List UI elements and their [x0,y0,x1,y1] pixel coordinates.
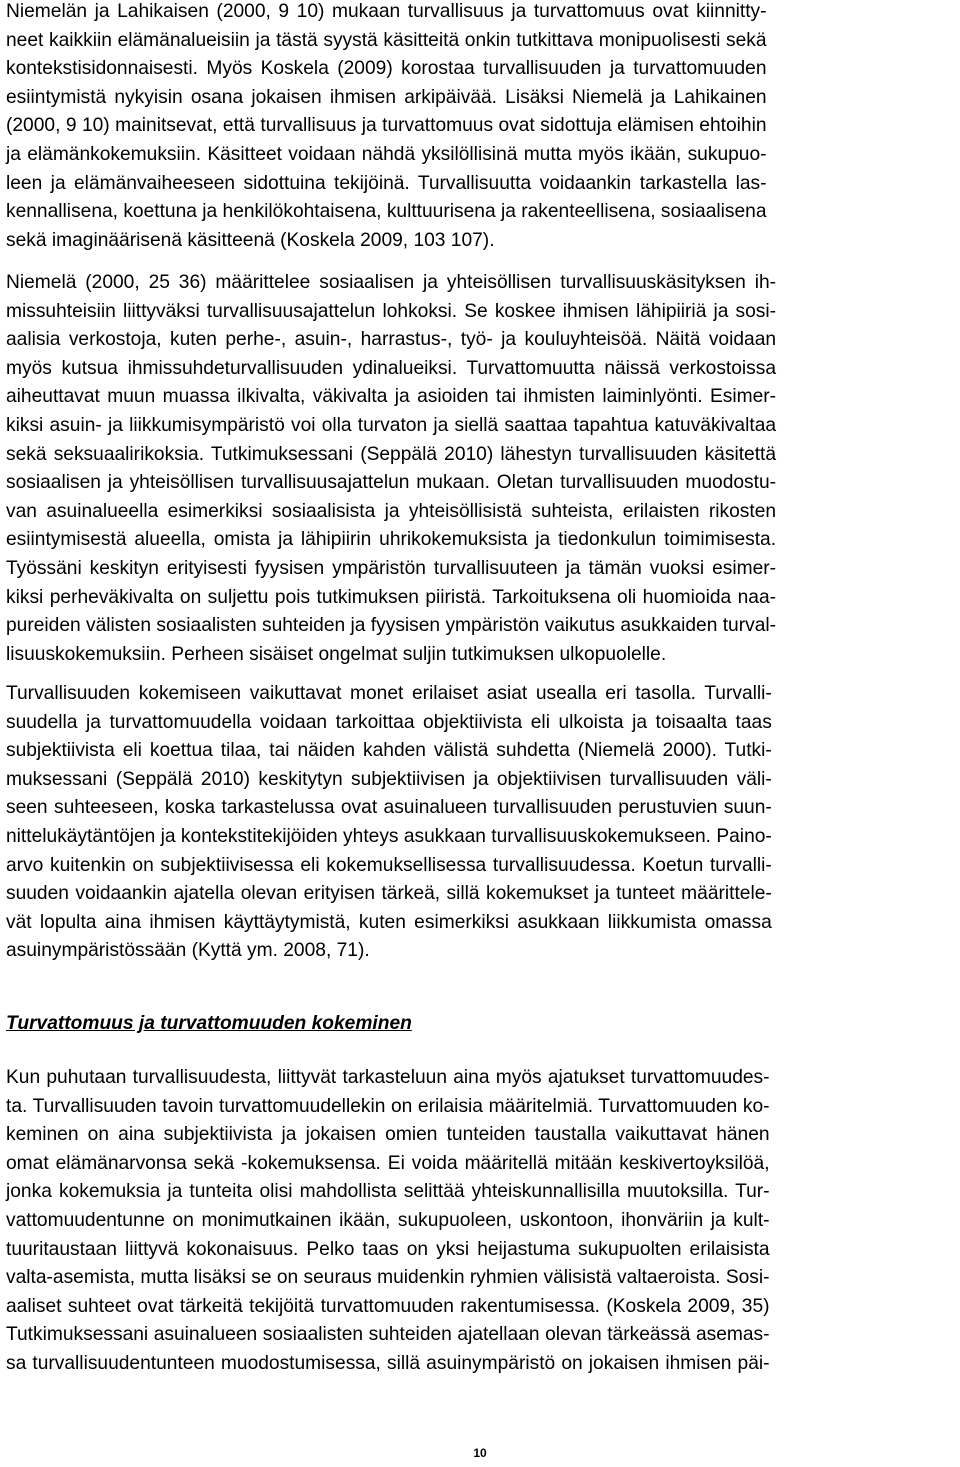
text-line: arvo kuitenkin on subjektiivisessa eli kokemuksellisessa turvallisuudessa. Koetun turvalli- [6,854,772,876]
text-line: Niemelä (2000, 25 36) määrittelee sosiaalisen ja yhteisöllisen turvallisuuskäsityksen ih- [6,272,777,293]
text-line: missuhteisiin liittyväksi turvallisuusajattelun lohkoksi. Se koskee ihmisen lähipiiriä ja sosi- [6,300,777,322]
page-number: 10 [473,1446,487,1460]
section-heading: Turvattomuus ja turvattomuuden kokeminen [6,1013,412,1034]
text-line: kontekstisidonnaisesti. Myös Koskela (2009) korostaa turvallisuuden ja turvattomuuden [6,58,767,80]
text-line: leen ja elämänvaiheeseen sidottuina tekijöinä. Turvallisuutta voidaankin tarkastella las- [6,172,767,194]
text-line: aalisia verkostoja, kuten perhe-, asuin-, harrastus-, työ- ja kouluyhteisöä. Näitä voidaan [6,329,777,351]
text-line: vattomuudentunne on monimutkainen ikään, sukupuoleen, uskontoon, ihonväriin ja kult- [6,1209,770,1231]
paragraph-3 [6,680,772,966]
text-line: pureiden välisten sosiaalisten suhteiden ja fyysisen ympäristön vaikutus asukkaiden turval- [6,615,777,637]
text-line: ta. Turvallisuuden tavoin turvattomuudellekin on erilaisia määritelmiä. Turvattomuuden ko- [6,1095,770,1117]
text-line: esiintymistä nykyisin osana jokaisen ihmisen arkipäivää. Lisäksi Niemelä ja Lahikainen [6,86,767,108]
text-line: aaliset suhteet ovat tärkeitä tekijöitä turvattomuuden rakentumisessa. (Koskela 2009, 35) [6,1295,770,1317]
text-line: Kun puhutaan turvallisuudesta, liittyvät tarkasteluun aina myös ajatukset turvattomuudes- [6,1067,770,1088]
text-line: vät lopulta aina ihmisen käyttäytymistä, kuten esimerkiksi asukkaan liikkumista omassa [6,911,772,933]
paragraph-2 [6,269,776,669]
text-line: Turvallisuuden kokemiseen vaikuttavat monet erilaiset asiat usealla eri tasolla. Turvalli- [6,683,772,704]
text-line: subjektiivista eli koettua tilaa, tai näiden kahden välistä suhdetta (Niemelä 2000). Tutki- [6,740,772,762]
text-line: Tutkimuksessani asuinalueen sosiaalisten suhteiden ajatellaan olevan tärkeässä asemas- [6,1324,770,1346]
text-line: sa turvallisuudentunteen muodostumisessa, sillä asuinympäristö on jokaisen ihmisen päi- [6,1352,770,1374]
text-line: muksessani (Seppälä 2010) keskitytyn subjektiivisen ja objektiivisen turvallisuuden väli- [6,768,772,790]
text-line: van asuinalueella esimerkiksi sosiaalisista ja yhteisöllisistä suhteista, erilaisten rikosten [6,500,777,522]
text-line: sekä seksuaalirikoksia. Tutkimuksessani (Seppälä 2010) lähestyn turvallisuuden käsitettä [6,443,777,465]
text-line: ja elämänkokemuksiin. Käsitteet voidaan nähdä yksilöllisinä mutta myös ikään, sukupuo- [6,143,767,165]
text-line: jonka kokemuksia ja tunteita olisi mahdollista selittää yhteiskunnallisilla muutoksilla. Tur- [6,1181,770,1203]
text-line: sosiaalisen ja yhteisöllisen turvallisuusajattelun mukaan. Oletan turvallisuuden muodostu- [6,472,777,494]
text-line: tuuritaustaan liittyvä kokonaisuus. Pelko taas on yksi heijastuma sukupuolten erilaisista [6,1238,770,1260]
paragraph-1 [6,0,767,255]
text-line: keminen on aina subjektiivista ja jokaisen omien tunteiden taustalla vaikuttavat hänen [6,1124,770,1146]
text-line: esiintymisestä alueella, omista ja lähipiirin uhrikokemuksista ja tiedonkulun toimimisesta. [6,529,777,551]
text-line: sekä imaginäärisenä käsitteenä (Koskela 2009, 103 107). [6,229,495,251]
text-line: asuinympäristössään (Kyttä ym. 2008, 71). [6,940,370,962]
text-line: myös kutsua ihmissuhdeturvallisuuden ydinalueiksi. Turvattomuutta näissä verkostoissa [6,357,777,379]
text-line: kiksi asuin- ja liikkumisympäristö voi olla turvaton ja siellä saattaa tapahtua katuväkivaltaa [6,414,777,436]
text-line: aiheuttavat muun muassa ilkivalta, väkivalta ja asioiden tai ihmisten laiminlyönti. Esimer- [6,386,777,408]
text-line: omat elämänarvonsa sekä -kokemuksensa. Ei voida määritellä mitään keskivertoyksilöä, [6,1152,770,1174]
text-line: valta-asemista, mutta lisäksi se on seuraus muidenkin ryhmien välisistä valtaeroista. Sosi- [6,1267,770,1289]
text-line: lisuuskokemuksiin. Perheen sisäiset ongelmat suljin tutkimuksen ulkopuolelle. [6,643,667,665]
text-line: kiksi perheväkivalta on suljettu pois tutkimuksen piiristä. Tarkoituksena oli huomioida naa- [6,586,777,608]
text-line: Työssäni keskityn erityisesti fyysisen ympäristön turvallisuuteen ja tämän vuoksi esimer- [6,557,777,579]
text-line: (2000, 9 10) mainitsevat, että turvallisuus ja turvattomuus ovat sidottuja elämisen ehtoihin [6,115,767,137]
text-line: suudella ja turvattomuudella voidaan tarkoittaa objektiivista eli ulkoista ja toisaalta taas [6,711,772,733]
text-line: seen suhteeseen, koska tarkastelussa ovat asuinalueen turvallisuuden perustuvien suun- [6,797,772,819]
text-line: neet kaikkiin elämänalueisiin ja tästä syystä käsitteitä onkin tutkittava monipuolisesti sekä [6,29,767,51]
text-line: suuden voidaankin ajatella olevan erityisen tärkeä, sillä kokemukset ja tunteet määrittele- [6,883,772,905]
text-line: kennallisena, koettuna ja henkilökohtaisena, kulttuurisena ja rakenteellisena, sosiaalisena [6,201,767,223]
text-line: nittelukäytäntöjen ja kontekstitekijöiden yhteys asukkaan turvallisuuskokemukseen. Paino- [6,825,772,847]
text-line: Niemelän ja Lahikaisen (2000, 9 10) mukaan turvallisuus ja turvattomuus ovat kiinnitty- [6,1,767,22]
paragraph-4 [6,1064,770,1379]
